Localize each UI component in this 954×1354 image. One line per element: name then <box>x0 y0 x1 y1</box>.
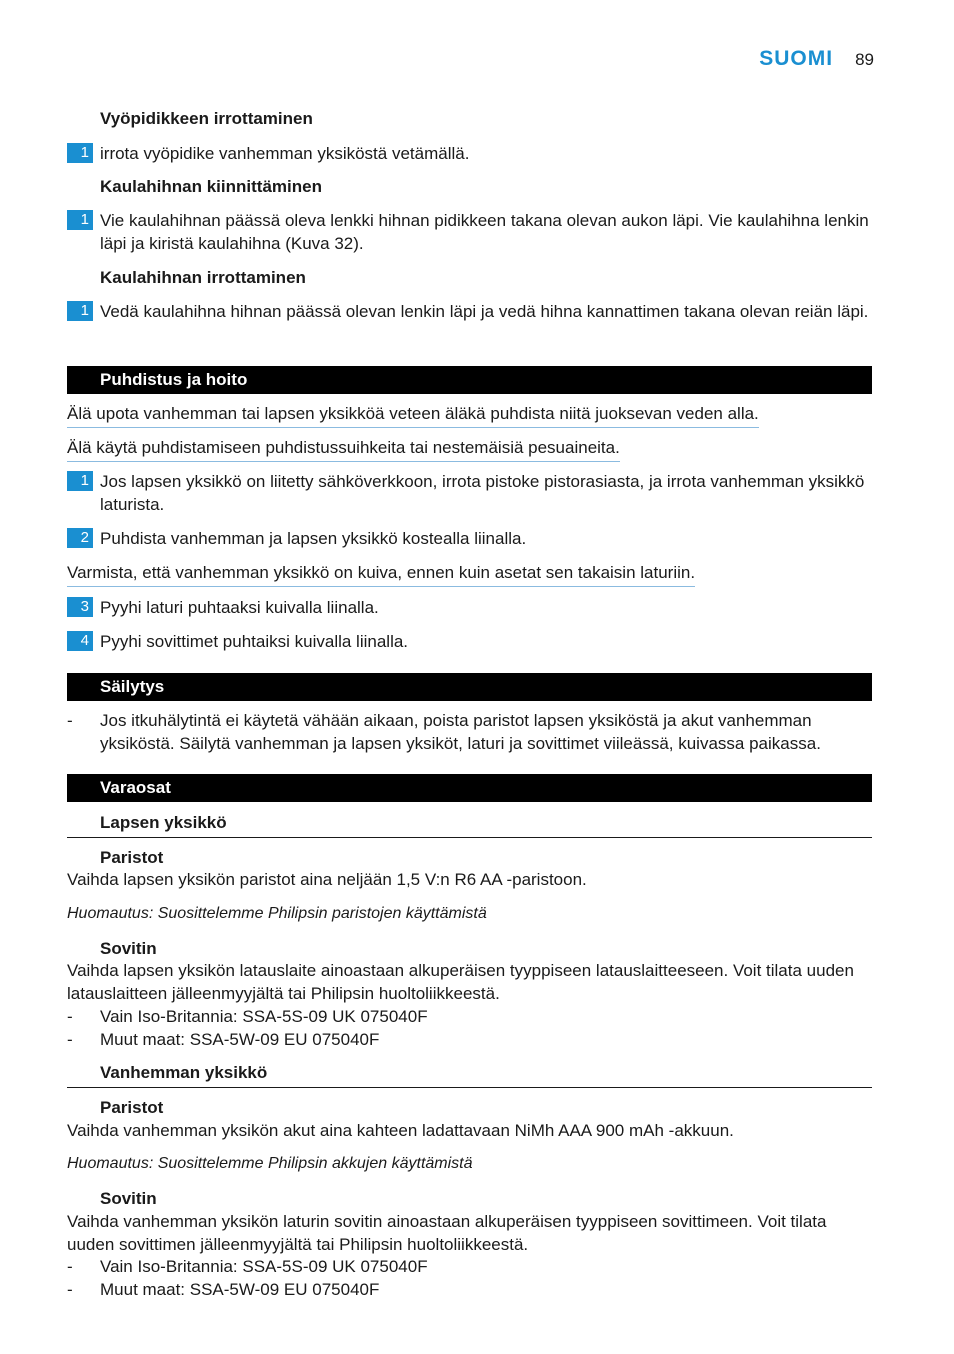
step-text: Vie kaulahihnan päässä oleva lenkki hihnan pidikkeen takana olevan aukon läpi. Vie kaulahihna lenkin läpi ja kiristä kaulahihna (Kuva 32). <box>100 211 869 253</box>
step-cleaning-2 <box>67 527 872 550</box>
storage-list-item <box>67 709 872 755</box>
parent-adapter-uk <box>67 1255 872 1278</box>
step-cleaning-4 <box>67 630 872 653</box>
child-adapter-eu-text: Muut maat: SSA-5W-09 EU 075040F <box>100 1030 380 1049</box>
parent-adapter-eu <box>67 1278 872 1301</box>
child-batteries-text: Vaihda lapsen yksikön paristot aina neljään 1,5 V:n R6 AA -paristoon. <box>67 870 587 889</box>
parent-batteries-note: Huomautus: Suosittelemme Philipsin akkujen käyttämistä <box>67 1155 473 1172</box>
section-bar-cleaning: Puhdistus ja hoito <box>67 366 872 394</box>
page-header <box>759 47 874 71</box>
language-label: SUOMI <box>759 47 834 70</box>
heading-parent-batteries: Paristot <box>100 1098 164 1117</box>
step-number: 3 <box>67 597 93 617</box>
heading-neck-strap-attach: Kaulahihnan kiinnittäminen <box>100 177 322 196</box>
child-batteries-note: Huomautus: Suosittelemme Philipsin paristojen käyttämistä <box>67 905 487 922</box>
child-adapter-text: Vaihda lapsen yksikön latauslaite ainoastaan alkuperäisen tyyppiseen latauslaitteeseen. Voit tilata uuden latauslaitteen jälleenmyyjältä tai Philipsin huoltoliikkeestä. <box>67 961 854 1003</box>
step-text: Puhdista vanhemman ja lapsen yksikkö kostealla liinalla. <box>100 529 527 548</box>
storage-text: Jos itkuhälytintä ei käytetä vähään aikaan, poista paristot lapsen yksiköstä ja akut vanhemman yksiköstä. Säilytä vanhemman ja lapsen yksiköt, laturi ja sovittimet viileässä, kuivassa paikassa. <box>100 711 821 753</box>
step-cleaning-1 <box>67 470 872 516</box>
step-number: 1 <box>67 301 93 321</box>
heading-neck-strap-remove: Kaulahihnan irrottaminen <box>100 268 306 287</box>
dash-bullet: - <box>67 1007 73 1026</box>
step-number: 1 <box>67 143 93 163</box>
heading-parent-unit: Vanhemman yksikkö <box>67 1061 872 1088</box>
dash-bullet: - <box>67 711 73 730</box>
dash-bullet: - <box>67 1257 73 1276</box>
step-text: Vedä kaulahihna hihnan päässä olevan lenkin läpi ja vedä hihna kannattimen takana olevan reiän läpi. <box>100 302 869 321</box>
section-bar-spare-parts: Varaosat <box>67 774 872 802</box>
step-number: 1 <box>67 210 93 230</box>
step-text: Jos lapsen yksikkö on liitetty sähköverkkoon, irrota pistoke pistorasiasta, ja irrota vanhemman yksikkö laturista. <box>100 472 865 514</box>
parent-adapter-uk-text: Vain Iso-Britannia: SSA-5S-09 UK 075040F <box>100 1257 428 1276</box>
heading-child-unit: Lapsen yksikkö <box>67 811 872 838</box>
warning-text-1: Älä upota vanhemman tai lapsen yksikköä veteen äläkä puhdista niitä juoksevan veden alla. <box>67 402 759 428</box>
child-adapter-uk-text: Vain Iso-Britannia: SSA-5S-09 UK 075040F <box>100 1007 428 1026</box>
child-adapter-uk <box>67 1005 872 1028</box>
warning-text-3: Varmista, että vanhemman yksikkö on kuiva, ennen kuin asetat sen takaisin laturiin. <box>67 561 695 587</box>
heading-parent-adapter: Sovitin <box>100 1189 157 1208</box>
heading-belt-clip-removal: Vyöpidikkeen irrottaminen <box>100 109 313 128</box>
step-neck-strap-remove-1 <box>67 300 872 323</box>
section-bar-storage: Säilytys <box>67 673 872 701</box>
step-neck-strap-attach-1 <box>67 209 872 255</box>
dash-bullet: - <box>67 1280 73 1299</box>
parent-adapter-eu-text: Muut maat: SSA-5W-09 EU 075040F <box>100 1280 380 1299</box>
warning-text-2: Älä käytä puhdistamiseen puhdistussuihkeita tai nestemäisiä pesuaineita. <box>67 436 620 462</box>
heading-child-batteries: Paristot <box>100 848 164 867</box>
step-belt-clip-1 <box>67 142 872 165</box>
step-number: 1 <box>67 471 93 491</box>
step-text: Pyyhi sovittimet puhtaiksi kuivalla liinalla. <box>100 632 409 651</box>
step-number: 4 <box>67 631 93 651</box>
parent-adapter-text: Vaihda vanhemman yksikön laturin sovitin ainoastaan alkuperäisen tyyppiseen sovittimeen. Voit tilata uuden sovittimen jälleenmyyjältä tai Philipsin huoltoliikkeestä. <box>67 1212 827 1254</box>
heading-child-adapter: Sovitin <box>100 939 157 958</box>
step-text: Pyyhi laturi puhtaaksi kuivalla liinalla. <box>100 598 379 617</box>
step-cleaning-3 <box>67 596 872 619</box>
dash-bullet: - <box>67 1030 73 1049</box>
page-number: 89 <box>855 50 874 69</box>
child-adapter-eu <box>67 1028 872 1051</box>
step-text: irrota vyöpidike vanhemman yksiköstä vetämällä. <box>100 144 470 163</box>
step-number: 2 <box>67 528 93 548</box>
parent-batteries-text: Vaihda vanhemman yksikön akut aina kahteen ladattavaan NiMh AAA 900 mAh -akkuun. <box>67 1121 734 1140</box>
